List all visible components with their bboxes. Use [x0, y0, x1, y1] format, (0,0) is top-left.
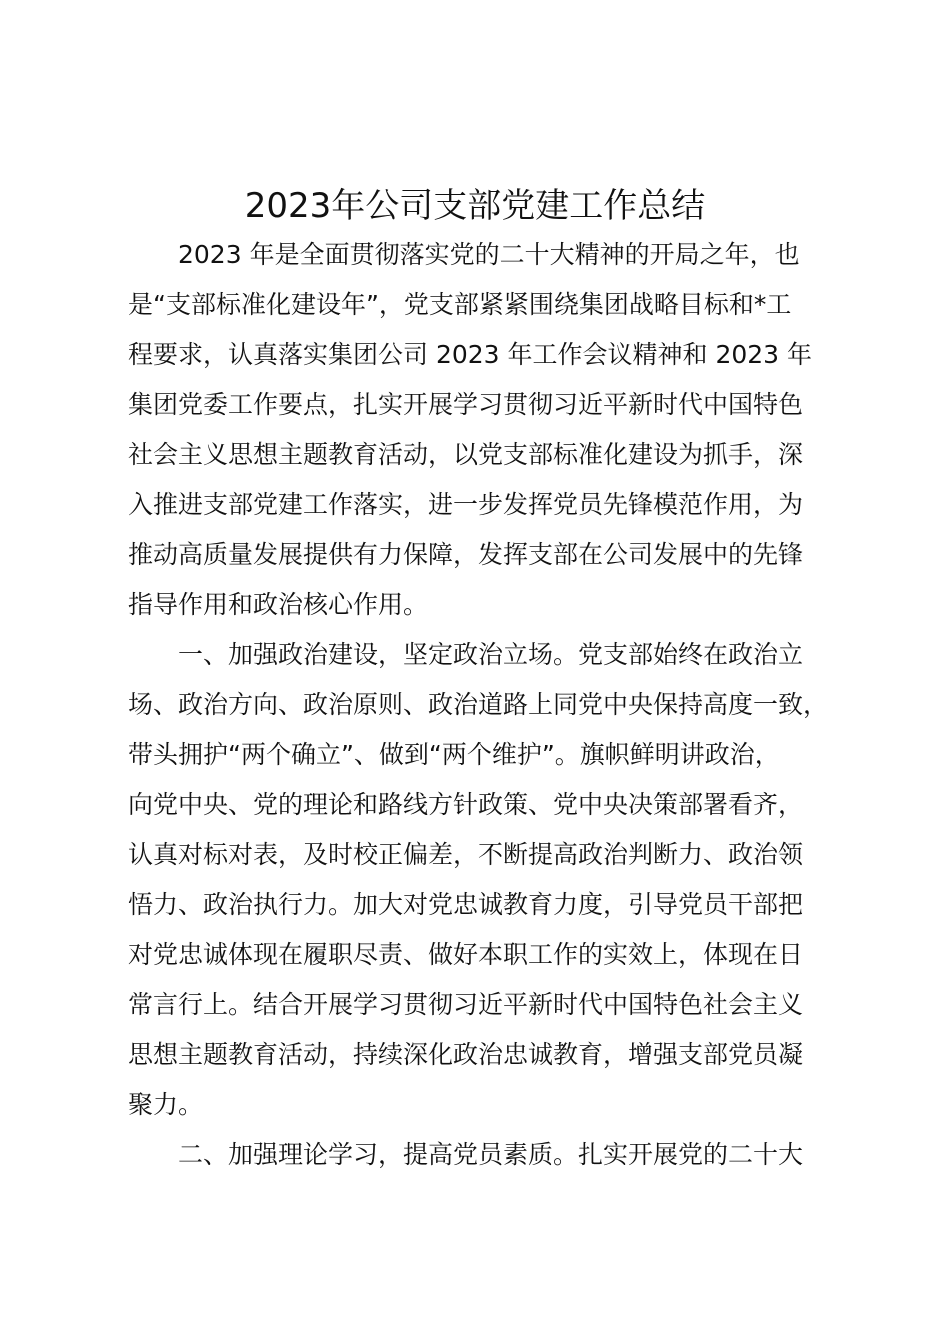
paragraph-line: 指导作用和政治核心作用。	[128, 590, 429, 619]
paragraph-line: 思想主题教育活动，持续深化政治忠诚教育，增强支部党员凝	[128, 1040, 804, 1069]
paragraph-line: 社会主义思想主题教育活动，以党支部标准化建设为抓手，深	[128, 440, 804, 469]
paragraph-line: 常言行上。结合开展学习贯彻习近平新时代中国特色社会主义	[128, 990, 804, 1019]
paragraph-line: 推动高质量发展提供有力保障，发挥支部在公司发展中的先锋	[128, 540, 804, 569]
paragraph-line: 集团党委工作要点，扎实开展学习贯彻习近平新时代中国特色	[128, 390, 804, 419]
paragraph-line: 2023 年是全面贯彻落实党的二十大精神的开局之年，也	[178, 240, 800, 269]
paragraph-line: 一、加强政治建设，坚定政治立场。党支部始终在政治立	[178, 640, 804, 669]
paragraph-line: 场、政治方向、政治原则、政治道路上同党中央保持高度一致，	[128, 690, 829, 719]
paragraph-line: 悟力、政治执行力。加大对党忠诚教育力度，引导党员干部把	[128, 890, 804, 919]
paragraph-line: 带头拥护“两个确立”、做到“两个维护”。旗帜鲜明讲政治，	[128, 740, 780, 769]
paragraph-line: 对党忠诚体现在履职尽责、做好本职工作的实效上，体现在日	[128, 940, 804, 969]
paragraph-line: 是“支部标准化建设年”，党支部紧紧围绕集团战略目标和*工	[128, 290, 792, 319]
paragraph-line: 认真对标对表，及时校正偏差，不断提高政治判断力、政治领	[128, 840, 804, 869]
paragraph-line: 入推进支部党建工作落实，进一步发挥党员先锋模范作用，为	[128, 490, 804, 519]
paragraph-line: 聚力。	[128, 1090, 204, 1119]
paragraph-line: 二、加强理论学习，提高党员素质。扎实开展党的二十大	[178, 1140, 804, 1169]
paragraph-line: 程要求，认真落实集团公司 2023 年工作会议精神和 2023 年	[128, 340, 813, 369]
document-title: 2023年公司支部党建工作总结	[244, 186, 706, 226]
paragraph-line: 向党中央、党的理论和路线方针政策、党中央决策部署看齐，	[128, 790, 804, 819]
